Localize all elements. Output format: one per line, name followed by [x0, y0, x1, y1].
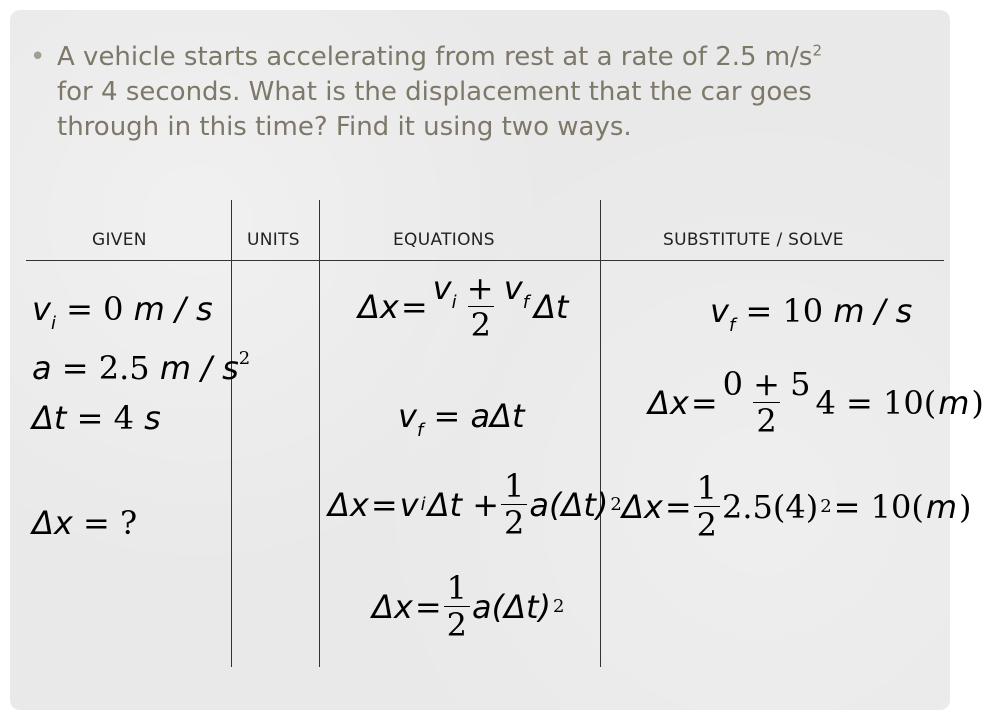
header-given: GIVEN: [92, 230, 147, 250]
equation-kinematic-from-rest: Δx = $\frac{1}{2}$ a(Δt) 2: [372, 569, 565, 644]
header-substitute-solve: SUBSTITUTE / SOLVE: [663, 230, 844, 250]
column-divider: [231, 200, 232, 667]
given-time-interval: Δt = 4 s: [32, 399, 161, 437]
solve-final-velocity: $v_f = 10$ m / s: [710, 292, 913, 336]
slide: [10, 10, 984, 710]
exponent: 2: [812, 41, 822, 60]
header-units: UNITS: [247, 230, 300, 250]
column-divider: [600, 200, 601, 667]
given-initial-velocity: $v_i = 0$ m / s: [32, 290, 213, 334]
column-divider: [319, 200, 320, 667]
solve-method-one: Δx = $\frac{0 + 5}{2}$ 4 = 10( m ): [648, 365, 984, 440]
bullet: •: [30, 42, 46, 72]
header-divider: [26, 260, 944, 261]
solve-method-two: Δx = $\frac{1}{2}$ 2.5(4) 2 = 10( m ): [622, 469, 972, 544]
equation-average-velocity: Δx = $\frac{v_i + v_f}{2}$ Δt: [358, 269, 569, 344]
problem-statement: [30, 40, 830, 145]
header-equations: EQUATIONS: [393, 230, 495, 250]
problem-text: A vehicle starts accelerating from rest at a rate of 2.5 $m/s^2$ for 4 seconds. What is the displacement that the car goes through in this time? Find it using two ways.: [57, 41, 822, 142]
equation-final-velocity: $v_f = a\Delta t$: [398, 397, 525, 441]
given-displacement-unknown: Δx = ?: [32, 504, 138, 542]
equation-kinematic-full: Δx = v i Δt + $\frac{1}{2}$ a(Δt) 2: [328, 467, 622, 542]
given-acceleration: a = 2.5 m / $s^2$: [32, 348, 251, 387]
